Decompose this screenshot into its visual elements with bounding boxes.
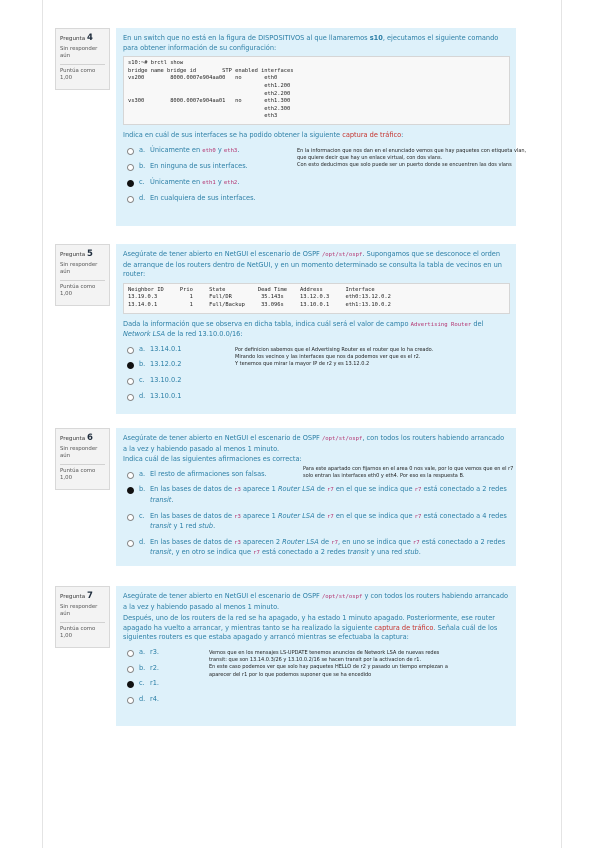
text: : (401, 130, 404, 139)
radio-selected-icon[interactable] (127, 487, 134, 494)
emphasis-text: stub (404, 548, 419, 557)
question-7-content (116, 586, 516, 726)
question-paragraph (123, 250, 510, 280)
option-text (150, 648, 159, 656)
radio-empty-icon[interactable] (127, 394, 134, 401)
answer-option-b[interactable] (123, 360, 223, 370)
answer-option-b[interactable] (123, 485, 509, 505)
answer-area (123, 648, 510, 704)
capture-link[interactable]: captura de tráfico (374, 623, 434, 632)
text: En las bases de datos de (150, 485, 235, 494)
option-letter: d. (139, 537, 146, 546)
text: En ninguna de sus interfaces. (150, 162, 248, 171)
code-text: Advertising Router (410, 321, 472, 328)
text: está conectado a 2 redes (259, 548, 348, 557)
answer-option-c[interactable] (123, 376, 223, 386)
question-number: 6 (86, 433, 93, 443)
answer-options (123, 345, 223, 401)
code-text: r7 (331, 539, 338, 546)
text: Únicamente en (150, 177, 203, 186)
emphasis-text: Router LSA (277, 511, 315, 520)
text: Únicamente en (150, 145, 203, 154)
option-text (150, 392, 181, 400)
option-text (150, 470, 267, 478)
radio-empty-icon[interactable] (127, 196, 134, 203)
option-letter: c. (139, 679, 145, 688)
text: 13.10.0.2 (150, 375, 182, 384)
radio-empty-icon[interactable] (127, 164, 134, 171)
text: r2. (150, 663, 160, 672)
code-text: /opt/st/ospf (321, 252, 363, 258)
text: en el que se indica que (333, 485, 415, 494)
note-line: Por definicion sabemos que el Advertising Router es el router que lo ha creado. (235, 346, 434, 353)
emphasis-text: Network LSA (123, 330, 165, 339)
radio-empty-icon[interactable] (127, 148, 134, 155)
question-title (60, 249, 105, 259)
answer-option-a[interactable] (123, 345, 223, 355)
radio-empty-icon[interactable] (127, 347, 134, 354)
text: . Señala cuál de los siguientes routers es que estaba apagado y arrancó mientras se efectuaba la captura: (123, 623, 498, 642)
question-5-content (116, 244, 516, 414)
option-text (150, 664, 159, 672)
radio-empty-icon[interactable] (127, 472, 134, 479)
question-label: Pregunta (60, 36, 86, 42)
capture-link[interactable]: captura de tráfico (342, 130, 402, 139)
radio-empty-icon[interactable] (127, 540, 134, 547)
text: Asegúrate de tener abierto en NetGUI el escenario de OSPF (123, 250, 322, 258)
text: está conectado a 2 redes (419, 537, 506, 546)
question-label: Pregunta (60, 594, 86, 600)
answer-option-c[interactable] (123, 512, 509, 532)
text: en el que se indica que (333, 511, 415, 520)
answer-area (123, 145, 527, 204)
note-line: Para este apartado con fijarnos en el area 0 nos vale, por lo que vemos que en el r7 solo entran las interfaces eth0 y eth4. Por eso es la respuesta B. (303, 465, 514, 479)
code-text: /opt/st/ospf (321, 594, 363, 600)
option-letter: b. (139, 663, 146, 672)
neighbor-table: Neighbor ID Prio State Dead Time Address Interface 13.19.0.3 1 Full/DR 35.143s 13.12.0.3 eth0:13.12.0.2 13.14.0.1 1 Full/Backup 33.096s 13.10.0.1 eth1:13.10.0.2 (123, 283, 510, 314)
answer-option-a[interactable] (123, 146, 291, 157)
option-letter: c. (139, 375, 145, 384)
option-letter: b. (139, 162, 146, 171)
text: r1. (150, 679, 160, 688)
option-letter: d. (139, 391, 146, 400)
text: , y en otro se indica que (171, 548, 254, 557)
option-text (150, 485, 507, 504)
text: de la red 13.10.0.0/16: (165, 330, 243, 339)
text: está conectado a 4 redes (421, 511, 507, 520)
text: En cualquiera de sus interfaces. (150, 194, 256, 203)
question-prompt (123, 320, 510, 340)
option-text (150, 345, 181, 353)
text: 13.12.0.2 (150, 360, 182, 369)
option-letter: a. (139, 145, 146, 154)
text: r4. (150, 694, 160, 703)
text: . Supongamos que se desconoce el orden de arranque de los routers dentro de NetGUI, y en un momento determinado se consulta la tabla de vecinos en un router: (123, 250, 502, 279)
code-text: eth0 (202, 147, 216, 154)
note-line: Con esto deducimos que solo puede ser un puerto donde se encuentren las dos vlans (297, 161, 512, 168)
text: aparecen 2 (240, 537, 283, 546)
question-info-5 (55, 244, 110, 306)
radio-selected-icon[interactable] (127, 180, 134, 187)
note-line: Y tenemos que mirar la mayor IP de r2 y es 13.12.0.2 (235, 361, 370, 368)
emphasis-text: Router LSA (277, 485, 315, 494)
radio-selected-icon[interactable] (127, 362, 134, 369)
note-line: Mirando los vecinos y las interfaces que nos da podemos ver que es el r2. (235, 353, 421, 360)
radio-empty-icon[interactable] (127, 650, 134, 657)
student-note (235, 347, 475, 369)
emphasis-text: transit (150, 548, 172, 557)
question-title (60, 33, 105, 43)
emphasis-text: Router LSA (282, 537, 319, 546)
text: . (237, 145, 240, 154)
question-paragraph (123, 614, 510, 643)
text: Indica cuál de las siguientes afirmaciones es correcta: (123, 455, 302, 464)
option-letter: c. (139, 177, 145, 186)
answer-options (123, 648, 203, 704)
question-status: Sin responder aún (60, 46, 98, 60)
student-note (209, 650, 449, 679)
text: y 1 red (171, 522, 199, 531)
text: y con todos los routers habiendo arrancado a la vez y habiendo pasado al menos 1 minuto. (123, 592, 509, 611)
question-status: Sin responder aún (60, 446, 98, 460)
answer-option-b[interactable] (123, 664, 203, 674)
option-text (150, 695, 159, 703)
code-text: eth1 (202, 179, 216, 186)
option-text (150, 360, 181, 368)
answer-option-d[interactable] (123, 695, 203, 705)
note-line: En este caso podemos ver que solo hay paquetes HELLO de r2 y pasado un tiempo empiezan a aparecer del r1 por lo que podemos suponer que se ha encedido (209, 664, 448, 678)
option-text (150, 146, 239, 154)
option-letter: a. (139, 469, 146, 478)
question-score: Puntúa como 1,00 (60, 67, 96, 82)
question-text (123, 250, 510, 280)
option-text (150, 512, 507, 531)
option-letter: b. (139, 360, 146, 369)
text: En las bases de datos de (150, 511, 235, 520)
info-divider (60, 464, 105, 465)
question-info-7 (55, 586, 110, 648)
question-text (123, 592, 510, 643)
text: Asegúrate de tener abierto en NetGUI el escenario de OSPF (123, 592, 322, 600)
text: y una red (368, 548, 405, 557)
code-text: r7 (253, 550, 260, 557)
text: 13.10.0.1 (150, 391, 182, 400)
answer-option-b[interactable] (123, 162, 291, 172)
question-info-6 (55, 428, 110, 490)
option-letter: c. (139, 511, 145, 520)
answer-option-c[interactable] (123, 679, 203, 689)
code-text: eth2 (223, 179, 238, 186)
code-text: r3 (234, 513, 241, 520)
option-text (150, 538, 505, 557)
code-text: /opt/st/ospf (321, 436, 363, 442)
text: aparece 1 (240, 485, 278, 494)
text: En las bases de datos de (150, 537, 235, 546)
question-label: Pregunta (60, 252, 86, 258)
text: , ejecutamos el siguiente comando para obtener información de su configuración: (123, 34, 499, 52)
emphasis-text: stub (198, 522, 214, 531)
question-title (60, 591, 105, 601)
emphasis-text: transit (347, 548, 369, 557)
radio-selected-icon[interactable] (127, 681, 134, 688)
option-letter: d. (139, 694, 146, 703)
text: de (314, 485, 328, 494)
question-paragraph (123, 34, 510, 53)
question-score: Puntúa como 1,00 (60, 283, 96, 298)
text: aparece 1 (240, 511, 278, 520)
question-6-content (116, 428, 516, 566)
text: y (215, 145, 224, 154)
option-letter: a. (139, 647, 146, 656)
question-title (60, 433, 105, 443)
answer-area (123, 345, 510, 401)
text: , en uno se indica que (337, 537, 413, 546)
question-number: 5 (86, 249, 93, 259)
text: . (418, 548, 421, 557)
text: r3. (150, 647, 160, 656)
answer-options (123, 470, 509, 559)
radio-empty-icon[interactable] (127, 697, 134, 704)
question-score: Puntúa como 1,00 (60, 467, 96, 482)
code-text: r7 (327, 513, 334, 520)
answer-option-a[interactable] (123, 648, 203, 658)
option-letter: a. (139, 344, 146, 353)
option-letter: b. (139, 485, 146, 494)
question-number: 7 (86, 591, 93, 601)
question-text (123, 434, 510, 454)
answer-option-d[interactable] (123, 194, 291, 204)
question-status: Sin responder aún (60, 262, 98, 276)
question-prompt (123, 455, 510, 465)
code-text: r3 (234, 487, 241, 494)
text: En un switch que no está en la figura de DISPOSITIVOS al que llamaremos (123, 34, 370, 42)
text: Dada la información que se observa en dicha tabla, indica cuál será el valor de campo (123, 319, 411, 328)
text: Asegúrate de tener abierto en NetGUI el escenario de OSPF (123, 434, 322, 442)
info-divider (60, 280, 105, 281)
answer-option-c[interactable] (123, 178, 291, 189)
note-line: Vemos que en los mensajes LS-UPDATE tenemos anuncios de Network LSA de nuevas redes transit: que son 13.14.0.3/26 y 13.10.0.2/16 se hacen transit por la activacion de r1. (209, 649, 440, 664)
code-text: r7 (414, 513, 422, 520)
text: de (314, 511, 328, 520)
radio-empty-icon[interactable] (127, 666, 134, 673)
text: de (318, 537, 332, 546)
text: 13.14.0.1 (150, 344, 182, 353)
option-text (150, 376, 181, 384)
text: y (215, 177, 224, 186)
text: está conectado a 2 redes (421, 485, 507, 494)
text: . (213, 522, 216, 531)
answer-area (123, 465, 514, 559)
info-divider (60, 622, 105, 623)
question-info-4 (55, 28, 110, 90)
question-score: Puntúa como 1,00 (60, 625, 96, 640)
code-text: r7 (327, 487, 334, 494)
question-number: 4 (86, 33, 93, 43)
question-status: Sin responder aún (60, 604, 98, 618)
code-text: r3 (234, 539, 241, 546)
radio-empty-icon[interactable] (127, 378, 134, 385)
answer-option-d[interactable] (123, 392, 223, 402)
text: El resto de afirmaciones son falsas. (150, 469, 267, 478)
info-divider (60, 64, 105, 65)
option-text (150, 178, 239, 186)
text: , con todos los routers habiendo arrancado a la vez y habiendo pasado al menos 1 minuto. (123, 434, 505, 453)
option-text (150, 162, 248, 170)
text: . (237, 177, 240, 186)
question-label: Pregunta (60, 436, 86, 442)
answer-option-d[interactable] (123, 538, 509, 559)
text: Indica en cuál de sus interfaces se ha podido obtener la siguiente (123, 130, 343, 139)
student-note (297, 148, 537, 170)
radio-empty-icon[interactable] (127, 514, 134, 521)
emphasis-text: transit (150, 495, 172, 504)
option-letter: d. (139, 194, 146, 203)
note-line: En la informacion que nos dan en el enunciado vemos que hay paquetes con etiqueta vlan, que quiere decir que hay un enlace virtual, con dos vlans. (297, 147, 527, 161)
code-text: r7 (414, 487, 422, 494)
answer-options (123, 146, 291, 204)
question-paragraph (123, 592, 510, 612)
question-4-content (116, 28, 527, 226)
command-output: s10:~# brctl show bridge name bridge id STP enabled interfaces vs200 8000.0007e904aa00 no eth0 eth1.200 eth2.200 vs300 8000.0007e904aa01 no eth1.300 eth2.300 eth3 (123, 56, 510, 125)
text: . (171, 495, 174, 504)
bold-text: s10 (369, 34, 383, 42)
question-paragraph (123, 434, 510, 454)
text: del (471, 319, 484, 328)
student-note (303, 466, 523, 480)
option-text (150, 679, 159, 687)
text: Después, uno de los routers de la red se ha apagado, y ha estado 1 minuto apagado. Posteriormente, ese router apagado ha vuelto a arrancar, y mientras tanto se ha realizado la siguiente (123, 614, 495, 632)
code-text: r7 (412, 539, 420, 546)
emphasis-text: transit (150, 522, 172, 531)
question-text (123, 34, 510, 53)
option-text (150, 194, 256, 202)
question-prompt (123, 131, 510, 141)
code-text: eth3 (223, 147, 238, 154)
